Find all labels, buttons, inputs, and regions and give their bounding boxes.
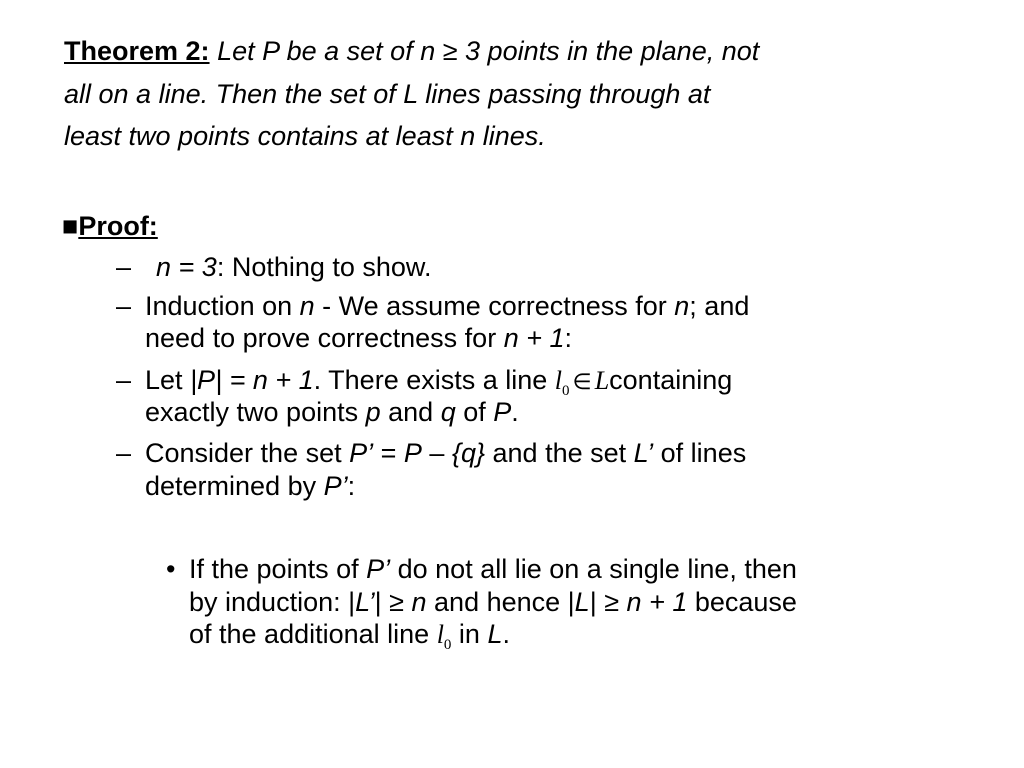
text: n: [674, 291, 690, 321]
text: L’: [355, 587, 375, 617]
math-subscript: 0: [562, 383, 570, 399]
text: of lines: [653, 438, 747, 468]
text: of: [455, 397, 494, 427]
text: |P| = n + 1: [190, 365, 314, 395]
text: :: [564, 323, 573, 353]
theorem-label: Theorem 2:: [64, 36, 210, 66]
text: n + 1: [626, 587, 688, 617]
text: P’: [366, 554, 391, 584]
proof-item-1-dash: –: [116, 252, 132, 282]
math-l0: [436, 620, 452, 653]
math-l0-in-L: [554, 366, 610, 399]
sub-item-line-1: [189, 553, 797, 585]
text: {q}: [451, 438, 486, 468]
text: | ≥: [589, 587, 627, 617]
text: Induction on: [145, 291, 300, 321]
sub-item-line-3: [189, 618, 510, 655]
proof-label: Proof:: [78, 211, 158, 241]
text: need to prove correctness for: [145, 323, 504, 353]
text: containing: [609, 365, 733, 395]
proof-item-4-dash: –: [116, 438, 132, 468]
square-bullet-icon: ■: [62, 211, 79, 241]
text: n: [411, 587, 427, 617]
text: n + 1: [503, 323, 565, 353]
theorem-line-3: least two points contains at least n lines.: [64, 121, 546, 151]
text: P’: [323, 471, 348, 501]
text: determined by: [145, 471, 324, 501]
text: L: [487, 619, 503, 649]
text: Let: [145, 365, 191, 395]
text: n: [299, 291, 315, 321]
proof-item-4-line-2: [145, 470, 355, 502]
sub-item-line-2: [189, 586, 797, 618]
text: .: [502, 619, 510, 649]
text: :: [347, 471, 356, 501]
text: ; and: [689, 291, 750, 321]
text: P: [403, 438, 422, 468]
text: exactly two points: [145, 397, 366, 427]
text: of the additional line: [189, 619, 437, 649]
text: and the set: [485, 438, 634, 468]
text: do not all lie on a single line, then: [390, 554, 797, 584]
text: | ≥: [374, 587, 412, 617]
math-l: l: [436, 620, 444, 649]
text: =: [373, 438, 404, 468]
proof-item-1-text: : Nothing to show.: [216, 252, 432, 282]
text: If the points of: [189, 554, 367, 584]
text: and hence |: [426, 587, 575, 617]
theorem-line-2: all on a line. Then the set of L lines passing through at: [64, 79, 711, 109]
text: and: [380, 397, 441, 427]
theorem-line-1: [64, 35, 759, 67]
math-L: L: [594, 366, 610, 395]
text: P: [493, 397, 512, 427]
proof-item-2-line-2: [145, 322, 572, 354]
text: . There exists a line: [313, 365, 555, 395]
proof-item-4-line-1: [145, 437, 746, 469]
text: P’: [349, 438, 374, 468]
text: - We assume correctness for: [314, 291, 675, 321]
text: in: [451, 619, 488, 649]
proof-heading: [62, 210, 158, 242]
math-subscript: 0: [443, 637, 452, 653]
text: Consider the set: [145, 438, 350, 468]
text: L’: [633, 438, 654, 468]
element-of-icon: ∈: [572, 369, 592, 394]
dot-bullet-icon: •: [166, 554, 176, 584]
text: –: [421, 438, 452, 468]
text: by induction: |: [189, 587, 356, 617]
proof-item-1-math: n = 3: [156, 252, 217, 282]
math-l: l: [554, 366, 563, 395]
proof-item-1: [156, 251, 431, 283]
text: p: [365, 397, 381, 427]
proof-item-2-dash: –: [116, 291, 132, 321]
proof-item-2-line-1: [145, 290, 749, 322]
text: because: [687, 587, 797, 617]
proof-item-3-dash: –: [116, 365, 132, 395]
proof-item-3-line-2: [145, 396, 519, 428]
text: L: [574, 587, 590, 617]
theorem-text-1: Let P be a set of n ≥ 3 points in the plane, not: [217, 36, 760, 66]
text: .: [511, 397, 519, 427]
text: q: [440, 397, 456, 427]
